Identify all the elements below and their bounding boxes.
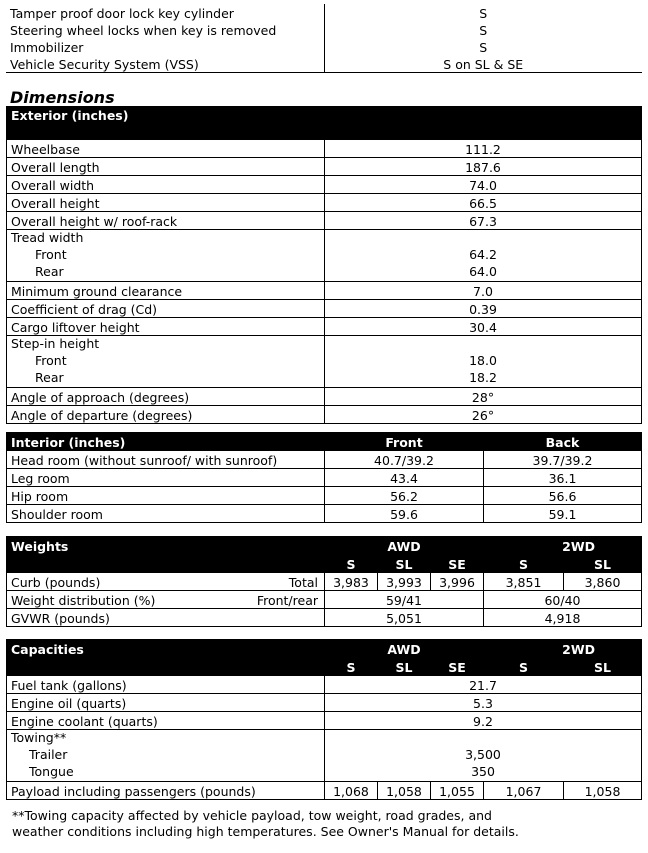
spec-label: Overall length [7,158,325,176]
spec-value: 30.4 [325,318,642,336]
spec-label: Overall height [7,194,325,212]
interior-back-value: 39.7/39.2 [484,451,642,469]
capacity-row [7,676,642,694]
spec-label: Angle of approach (degrees) [7,388,325,406]
exterior-header: Exterior (inches) [7,107,642,140]
curb-row [7,573,642,591]
capacity-value: 21.7 [325,676,642,694]
stepin-rear-label: Rear [35,370,64,385]
towing-trailer-value: 3,500 [465,747,501,762]
capacity-label: Engine coolant (quarts) [7,712,325,730]
security-table [6,4,642,73]
spec-row [7,282,642,300]
security-rows [6,4,642,73]
spec-value: S on SL & SE [324,55,642,73]
interior-col-front: Front [325,433,484,451]
weights-header: Weights [7,537,325,555]
interior-label: Head room (without sunroof/ with sunroof) [7,451,325,469]
payload-row [7,782,642,800]
gvwr-label: GVWR (pounds) [7,609,325,627]
spec-label: Vehicle Security System (VSS) [6,55,324,73]
curb-value: 3,860 [564,573,642,591]
spec-row [7,318,642,336]
capacities-header: Capacities [7,640,325,658]
interior-back-value: 56.6 [484,487,642,505]
spec-row [7,388,642,406]
payload-value: 1,058 [564,782,642,800]
payload-value: 1,068 [325,782,378,800]
spec-value: 66.5 [325,194,642,212]
weight-dist-sub-label: Front/rear [256,593,318,608]
spec-row [7,194,642,212]
capacity-row [7,712,642,730]
tread-width-label: Tread width [11,230,84,245]
capacities-awd-header: AWD [325,640,484,658]
spec-value: 111.2 [325,140,642,158]
interior-back-value: 36.1 [484,469,642,487]
weight-dist-label: Weight distribution (%) [11,593,156,608]
capacities-header-row [7,640,642,658]
tread-width-row [7,230,642,282]
capacity-label: Engine oil (quarts) [7,694,325,712]
towing-row [7,730,642,782]
trim-header: S [484,555,564,573]
interior-label: Shoulder room [7,505,325,523]
trim-header: SL [378,658,431,676]
spec-row [7,406,642,424]
interior-label: Leg room [7,469,325,487]
interior-front-value: 59.6 [325,505,484,523]
weight-dist-row [7,591,642,609]
payload-label: Payload including passengers (pounds) [7,782,325,800]
curb-value: 3,983 [325,573,378,591]
spec-value: 28° [325,388,642,406]
interior-row [7,505,642,523]
capacities-trim-row [7,658,642,676]
interior-row [7,487,642,505]
trim-header: SE [431,555,484,573]
capacity-value: 9.2 [325,712,642,730]
spec-row [7,158,642,176]
interior-row [7,451,642,469]
stepin-rear-value: 18.2 [469,370,497,385]
gvwr-row [7,609,642,627]
payload-value: 1,067 [484,782,564,800]
spec-label: Cargo liftover height [7,318,325,336]
towing-footnote [12,808,519,840]
capacity-label: Fuel tank (gallons) [7,676,325,694]
spec-label: Overall width [7,176,325,194]
weight-dist-2wd: 60/40 [484,591,642,609]
weights-table [6,536,642,627]
interior-table [6,432,642,523]
tread-rear-label: Rear [35,264,64,279]
curb-label: Curb (pounds) [11,575,101,590]
exterior-header-row [7,107,642,140]
dimensions-title: Dimensions [10,88,115,107]
stepin-front-value: 18.0 [469,353,497,368]
capacity-row [7,694,642,712]
curb-sub-label: Total [288,575,318,590]
spec-label: Wheelbase [7,140,325,158]
spec-label: Minimum ground clearance [7,282,325,300]
spec-value: S [479,6,488,21]
spec-value: 187.6 [325,158,642,176]
spec-value: 74.0 [325,176,642,194]
spec-label: Coefficient of drag (Cd) [7,300,325,318]
spec-label: Steering wheel locks when key is removed [6,21,324,38]
towing-trailer-label: Trailer [29,747,68,762]
stepin-front-label: Front [35,353,67,368]
spec-value: S [479,40,488,55]
interior-row [7,469,642,487]
curb-value: 3,851 [484,573,564,591]
interior-col-back: Back [484,433,642,451]
spec-row [6,21,642,38]
interior-header: Interior (inches) [7,433,325,451]
towing-label: Towing** [11,730,67,745]
payload-value: 1,058 [378,782,431,800]
spec-row [7,212,642,230]
spec-row [6,4,642,21]
capacities-table [6,639,642,800]
interior-front-value: 40.7/39.2 [325,451,484,469]
spec-value: 7.0 [325,282,642,300]
tread-rear-value: 64.0 [469,264,497,279]
towing-tongue-label: Tongue [29,764,74,779]
spec-label: Immobilizer [6,38,324,55]
interior-header-row [7,433,642,451]
curb-value: 3,993 [378,573,431,591]
spec-value: 26° [325,406,642,424]
interior-back-value: 59.1 [484,505,642,523]
spec-label: Angle of departure (degrees) [7,406,325,424]
capacity-value: 5.3 [325,694,642,712]
curb-value: 3,996 [431,573,484,591]
trim-header: SL [564,555,642,573]
trim-header: S [325,555,378,573]
spec-value: 67.3 [325,212,642,230]
weights-2wd-header: 2WD [484,537,642,555]
tread-front-label: Front [35,247,67,262]
interior-label: Hip room [7,487,325,505]
spec-row [7,176,642,194]
interior-front-value: 43.4 [325,469,484,487]
spec-row [6,38,642,55]
towing-tongue-value: 350 [471,764,495,779]
weights-awd-header: AWD [325,537,484,555]
trim-header: SL [378,555,431,573]
weights-trim-row [7,555,642,573]
stepin-height-label: Step-in height [11,336,100,351]
spec-value: S [479,23,488,38]
tread-front-value: 64.2 [469,247,497,262]
gvwr-awd: 5,051 [325,609,484,627]
weight-dist-awd: 59/41 [325,591,484,609]
trim-header: S [325,658,378,676]
footnote-line-1: **Towing capacity affected by vehicle payload, tow weight, road grades, and [12,808,492,823]
interior-front-value: 56.2 [325,487,484,505]
exterior-table [6,106,642,424]
trim-header: SE [431,658,484,676]
footnote-line-2: weather conditions including high temperatures. See Owner's Manual for details. [12,824,519,839]
trim-header: SL [564,658,642,676]
spec-row [7,140,642,158]
spec-value: 0.39 [325,300,642,318]
spec-label: Tamper proof door lock key cylinder [6,4,324,21]
trim-header: S [484,658,564,676]
weights-header-row [7,537,642,555]
gvwr-2wd: 4,918 [484,609,642,627]
spec-label: Overall height w/ roof-rack [7,212,325,230]
spec-row [6,55,642,73]
spec-row [7,300,642,318]
stepin-height-row [7,336,642,388]
capacities-2wd-header: 2WD [484,640,642,658]
payload-value: 1,055 [431,782,484,800]
